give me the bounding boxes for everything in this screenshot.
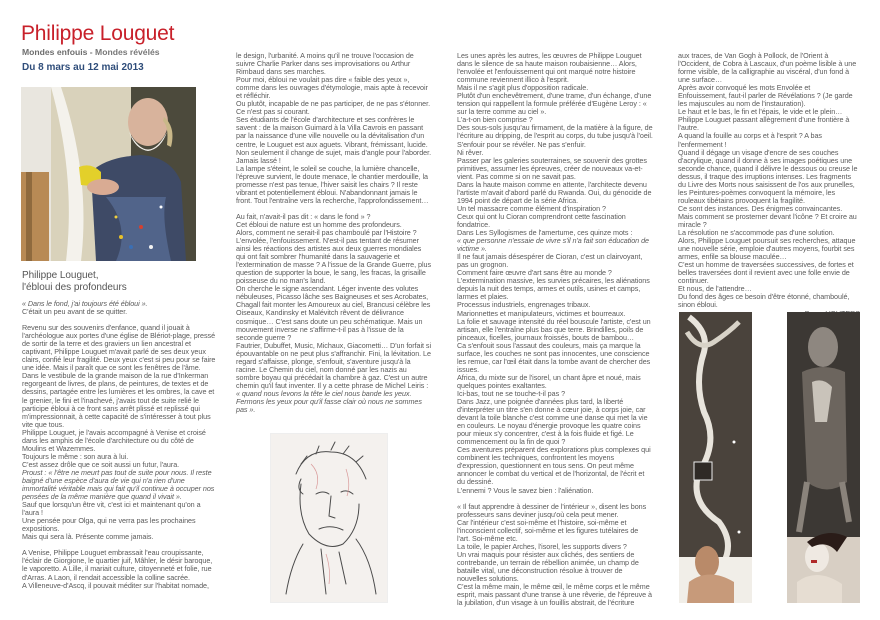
paragraph: « Dans le fond, j'ai toujours été ébloui ». [22,299,148,308]
paragraph: Au fait, n'avait-il pas dit : « dans le fond » ? [236,211,371,221]
article-column-1 [22,270,217,590]
section-title-line-2: l'ébloui des profondeurs [22,282,127,293]
paragraph: L'envolée, l'enfouissement. N'est-il pas tentant de résumer ainsi les réactions des artistes aux deux guerres mondiales qui ont fait sombrer l'humanité dans la sauvagerie et l'extermination de masse ? A l'issue de la Grande Guerre, plus question de supporter la boue, le sang, les fracas, la grisaille poisseuse du no man's land. [236,236,432,286]
paragraph: Après avoir convoqué les mots Envolée et Enfouissement, faut-il parler de Révélations ? (Je garde les majuscules au nom de l'instauration). [678,83,853,109]
artwork-panel-left [679,312,752,603]
artwork-panel-left-image [679,312,752,603]
paragraph: C'est assez drôle que ce soit aussi un futur, l'aura. [22,459,180,469]
paragraph: Passer par les galeries souterraines, se souvenir des grottes primitives, assumer les épreuves, créer de nouveaux va-et-vient. Pas comme si on ne savait pas. [457,155,647,181]
paragraph: Ni rêver. [457,147,484,157]
paragraph: Quand il dégage un visage d'encre de ses couches d'acrylique, quand il donne à ses images poétiques une seconde chance, quand il délivre le dessous ou creuse le dessus, il traque des irruptions intenses. Les fragments du Livre des Morts nous saisissent de l'os aux prunelles, les Peintures-poèmes convoquent la mémoire, les rouleaux tibétains provoquent la fragilité. [678,147,858,205]
paragraph: L'extermination massive, les survies précaires, les aliénations depuis la nuit des temps, armes et outils, usines et camps, larmes et plaies. [457,276,650,302]
section-title [22,270,217,294]
paragraph: Ce sont des instances. Des énigmes convaincantes. [678,203,843,213]
subtitle-part-1: Mondes enfouis - [22,47,96,57]
paragraph: La résolution ne s'accommode pas d'une solution. [678,228,835,238]
paragraph: Car l'intérieur c'est soi-même et l'histoire, soi-même et l'inconscient collectif, soi-même et les figures tutélaires de l'art. Soi-même etc. [457,517,639,543]
paragraph: Revenu sur des souvenirs d'enfance, quand il jouait à l'archéologue aux portes d'une église de Blériot-plage, pressé de sortir de la terre et des graviers un lien ancestral et captivant, Philippe Louguet m'avait parlé de ses deux yeux clairs, confié leur fragilité. Deux yeux c'est si peu pour se faire une idée. Mais il paraît que ce sont les fenêtres de l'âme. Dans le vestibule de la grande maison de la rue d'Inkerman regorgeant de livres, de plans, de peintures, de textes et de dessins, partagée entre les lumières et les ombres, la cave et le grenier, le fini et l'inachevé, j'avais tout de suite relié le participe ébloui à ce front sans arrêt plissé et replissé qui m'impressionnait, à cette capacité de s'intéresser à tout plus vite que tous. [22,323,216,429]
paragraph: Marionnettes et manipulateurs, victimes et bourreaux. [457,308,626,318]
page-title: Philippe Louguet [21,22,175,45]
paragraph: Toujours le même : son aura à lui. [22,451,129,461]
paragraph: Un vrai maquis pour résister aux clichés, des sentiers de contrebande, un terrain de rébellion animée, un champ de bataille vital, une déconstruction résolue à trouver de nouvelles solutions. [457,549,639,583]
paragraph: Une pensée pour Olga, qui ne verra pas les prochaines expositions. [22,516,196,534]
paragraph: Dans Jazz, une poignée d'années plus tard, la liberté d'interpréter un titre s'en donne à cœur joie, à corps joie, car devant la toile blanche c'est comme une danse qui met la vie en couleurs. Le noyau d'énergie provoque les quatre coins pour mieux s'y concentrer, c'est à la fois fluide et figé. Le commencement ou la fin de quoi ? [457,397,648,447]
paragraph: Ca s'enfouit sous l'assaut des couleurs, mais ça marque la surface, les couches ne sont pas innocentes, une conscience les remue, car l'œil était dans la tombe avant de chercher des issues. [457,340,651,374]
column-3-body [457,52,653,607]
paragraph: Mais il ne s'agit plus d'opposition radicale. [457,83,589,93]
paragraph: C'était un peu avant de se quitter. [22,307,128,317]
paragraph: « quand nous levons la tête le ciel nous bande les yeux. Fermons les yeux pour qu'il fasse clair où nous ne sommes pas ». [236,388,422,415]
paragraph: Fautrier, Dubuffet, Music, Michaux, Giacometti… D'un forfait si épouvantable on ne peut plus s'affranchir. Fini, la lévitation. Le regard s'affaisse, plonge, s'enfouit, s'aventure jusqu'à la racine. Le Chemin du ciel, nom donné par les nazis au sombre boyau qui précédait la chambre à gaz. C'est un autre chemin qu'il faut inventer. Il y a cette phrase de Michel Leiris : [236,340,432,390]
artist-photo [21,87,196,261]
paragraph: Sauf que lorsqu'un être vit, c'est ici et maintenant qu'on a l'aura ! [22,500,201,518]
paragraph: C'est la même main, le même œil, le même corps et le même esprit, mais passant d'une transe à une rêverie, de l'épreuve à la jubilation, d'un visage à un fouillis abstrait, de l'écriture [457,582,652,608]
article-column-2 [236,52,432,414]
paragraph: On cherche le signe ascendant. Léger invente des volutes nébuleuses, Picasso lâche ses Baigneuses et ses Acrobates, Chagall fait monter les Amoureux au ciel, Brancusi célèbre les Oiseaux, Kandinsky et Malévitch rêvent de délivrance cosmique… C'est sans doute un peu schématique. Mais un mouvement inverse ne s'affirme-t-il pas à l'issue de la seconde guerre ? [236,284,431,342]
article-column-4 [678,52,860,318]
artwork-panel-right [787,312,860,603]
paragraph: Ici-bas, tout ne se touche-t-il pas ? [457,388,566,398]
paragraph: Les unes après les autres, les œuvres de Philippe Louguet dans le silence de sa haute maison roubaisienne… Alors, l'envolée et l'enfouissement qui ont marqué notre histoire commune reviennent illico à l'esprit. [457,51,642,85]
paragraph: Le haut et le bas, le fin et l'épais, le vide et le plein… [678,107,843,117]
paragraph: Et nous, de l'attendre… [678,284,752,294]
column-1-body [22,300,217,590]
column-2-body [236,52,432,414]
paragraph: Africa, du mixte sur de l'isorel, un chant âpre et noué, mais quelques pointes exaltantes. [457,372,641,390]
paragraph: Un tel massacre comme élément d'inspiration ? [457,203,606,213]
paragraph: Comment faire œuvre d'art sans être au monde ? [457,268,612,278]
paragraph: Cet ébloui de nature est un homme des profondeurs. [236,219,402,229]
paragraph: Processus industriels, engrenages tribaux. [457,300,591,310]
exhibition-dates: Du 8 mars au 12 mai 2013 [22,62,144,73]
paragraph: La folie et sauvage intensité du réel bouscule l'artiste, c'est un artisan, elle l'entraîne plus bas que terre. Brindilles, poils de pinceaux, ficelles, journaux froissés, bouts de bambou… [457,316,651,342]
paragraph: le design, l'urbanité. A moins qu'il ne trouve l'occasion de suivre Charlie Parker dans ses improvisations ou Arthur Rimbaud dans ses marches. [236,51,414,77]
portrait-drawing-sketch [271,434,387,602]
paragraph: Ce n'est pas si courant. [236,107,310,117]
article-column-3 [457,52,653,607]
paragraph: A Venise, Philippe Louguet embrassait l'eau croupissante, l'éclair de Giorgione, le quartier juif, Mâhler, le désir baroque, le vaporetto. A Lille, il mariait culture, citoyenneté et folie, rue d'Arras. A Laon, il rendait accessible la colline sacrée. [22,548,213,582]
paragraph: Alors, Philippe Louguet poursuit ses recherches, attaque une nouvelle série, emploie d'autres moyens, fourbit ses armes, enfile sa blouse maculée… [678,236,856,262]
column-4-body [678,52,860,310]
section-title-line-1: Philippe Louguet, [22,270,99,281]
paragraph: Ces aventures préparent des explorations plus complexes qui combinent les techniques, confrontent les moyens d'expression, questionnent en tous sens. On peut même annoncer le combat du vertical et de l'horizontal, de l'écrit et du dessiné. [457,445,651,487]
paragraph: « Il faut apprendre à dessiner de l'intérieur », disent les bons professeurs sans deviner jusqu'où cela peut mener. [457,501,647,519]
paragraph: Alors, comment ne serait-il pas chamboulé par l'Histoire ? [236,227,417,237]
exhibition-subtitle [22,47,160,57]
artwork-panel-right-image [787,312,860,603]
artist-photo-illustration [21,87,196,261]
paragraph: Des sous-sols jusqu'au firmament, de la matière à la figure, de l'écriture au dripping, de l'esprit au corps, du tube jusqu'à l'oeil. S'enfouir pour se révéler. Ne pas s'enfuir. [457,123,653,149]
paragraph: Dans Les Syllogismes de l'amertume, ces quinze mots : [457,228,633,238]
paragraph: Philippe Louguet passant allègrement d'une frontière à l'autre. [678,115,850,133]
paragraph: Plutôt d'un enchevêtrement, d'une trame, d'un échange, d'une tension qui rappellent la formule préférée d'Eugène Leroy : « sur la terre comme au ciel ». [457,91,652,117]
paragraph: Pour moi, ébloui ne voulait pas dire « faible des yeux », comme dans les ouvrages d'étymologie, mais apte à recevoir et réfléchir. [236,75,428,101]
paragraph: C'est un homme de traversées successives, de fortes et belles traversées dont il revient avec une folle envie de continuer. [678,260,854,286]
paragraph: La lampe s'éteint, le soleil se couche, la lumière chancelle, l'épreuve survient, le doute menace, le chantier merdouille, la promesse n'est pas tenue, l'hiver saisit les chairs ? Il reste vibrant et potentiellement ébloui. N'abandonnant jamais le front. Tout l'entraîne vers la recherche, l'approfondissement… [236,163,429,205]
paragraph: Ceux qui ont lu Cioran comprendront cette fascination fondatrice. [457,211,626,229]
paragraph: Philippe Louguet, je l'avais accompagné à Venise et croisé dans les amphis de l'école d'architecture ou du côté de Moulins et Wazemmes. [22,427,206,453]
paragraph: « que personne n'essaie de vivre s'il n'a fait son éducation de victime ». [457,236,649,254]
paragraph: Du fond des âges ce besoin d'être étonné, chamboulé, sinon ébloui. [678,292,850,310]
paragraph: Dans la haute maison comme en attente, l'architecte devenu l'artiste m'avait d'abord parlé du Rwanda. Oui, du génocide de 1994 point de départ de la série Africa. [457,179,652,205]
subtitle-part-2: Mondes révélés [95,47,160,57]
paragraph: Mais comment se prosterner devant l'icône ? Et croire au miracle ? [678,211,857,229]
paragraph: L'a-t-on bien comprise ? [457,115,533,125]
paragraph: L'ennemi ? Vous le savez bien : l'aliénation. [457,485,594,495]
paragraph: aux traces, de Van Gogh à Pollock, de l'Orient à l'Occident, de Cobra à Lascaux, d'un poème lisible à une forme visible, de la calligraphie au viscéral, d'un fond à une surface… [678,51,857,85]
paragraph: Ses étudiants de l'école d'architecture et ses confrères le savent : de la maison Guimard à la Villa Cavrois en passant par la naissance d'une ville nouvelle ou la dévitalisation d'un centre, le Louguet est aux aguets. Vibrant, frémissant, lucide. Non seulement il change de sujet, mais d'angle pour l'aborder. Jamais lassé ! [236,115,432,165]
paragraph: Il ne faut jamais désespérer de Cioran, c'est un clairvoyant, pas un grognon. [457,252,643,270]
paragraph: Mais qui sera là. Présente comme jamais. [22,532,154,542]
paragraph: A Villeneuve-d'Ascq, il pouvait méditer sur l'habitat nomade, [22,580,209,590]
portrait-drawing [270,433,388,603]
paragraph: A quand la fouille au corps et à l'esprit ? A bas l'enfermement ! [678,131,822,149]
paragraph: La toile, le papier Arches, l'isorel, les supports divers ? [457,541,627,551]
paragraph: Ou plutôt, incapable de ne pas participer, de ne pas s'étonner. [236,99,431,109]
paragraph: Proust : « l'être ne meurt pas tout de suite pour nous. Il reste baigné d'une espèce d'aura de vie qui n'a rien d'une immortalité véritable mais qui fait qu'il continue à occuper nos pensées de la même manière que quand il vivait ». [22,467,215,502]
